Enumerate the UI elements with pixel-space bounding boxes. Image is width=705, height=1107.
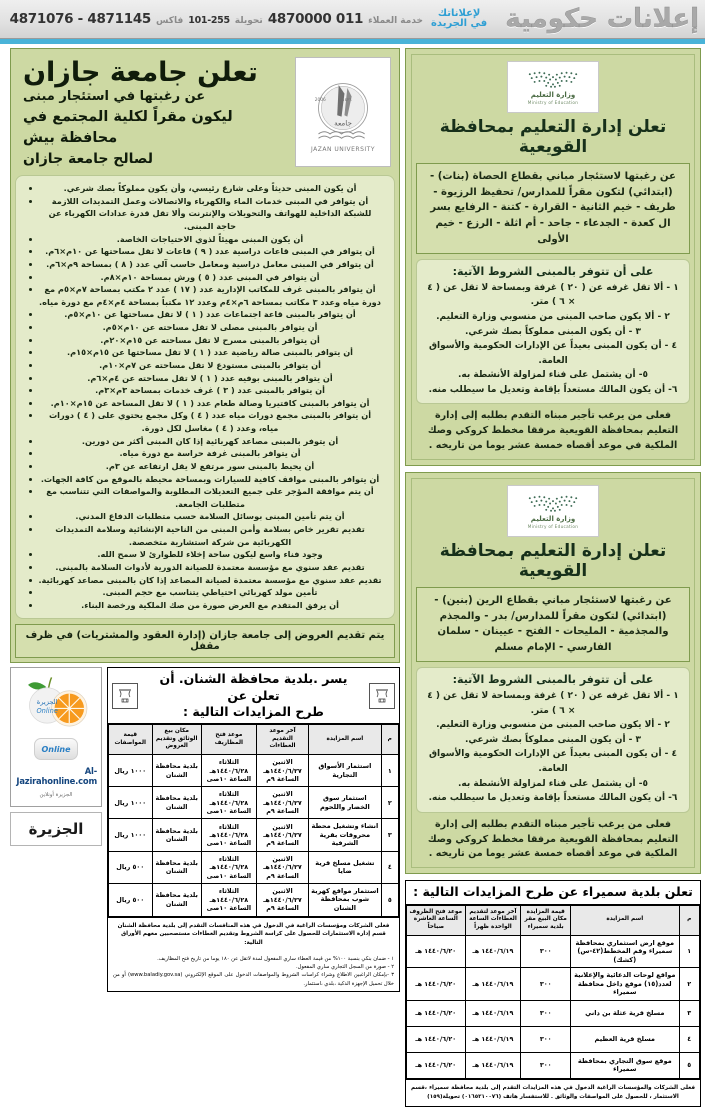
cell-deadline: الاثنين ١٤٤٠/٦/٢٧هـ الساعة ٩م	[256, 851, 308, 883]
masthead-title: إعلانات حكومية	[505, 4, 699, 34]
condition-item: أن يتوافر بالمبنى كافتيريا وصالة طعام عدد ( ١ ) لا تقل المساحة عن ١٥م×١٠م.	[26, 397, 384, 410]
shanan-banner	[108, 668, 399, 724]
cell-deadline: ١٤٤٠/٦/١٩ هـ	[465, 1026, 521, 1052]
cell-location: بلدية محافظة الشنان	[152, 819, 201, 852]
moe-ad-1-headline: تعلن إدارة التعليم بمحافظة القويعية	[439, 117, 667, 158]
cell-value: ٣٠٠	[521, 968, 571, 1001]
cell-fee: ١٠٠٠ ريال	[109, 819, 153, 852]
cell-name: موقع ارض استثماري بمحافظة سميراء وقم المخطط(٤٢-س) (كشك)	[571, 935, 679, 968]
svg-text:الجزيرة: الجزيرة	[36, 698, 58, 707]
condition-item: أن يرفق المتقدم مع العرض صورة من صك الملكية ورخصة البناء.	[26, 599, 384, 612]
jazan-line-2: عن رغبتها في استئجار مبنى	[23, 89, 206, 105]
col-header-deadline: آخر موعد التقديم العطاءات	[256, 725, 308, 755]
condition-item: ١ - ألا تقل غرفه عن ( ٢٠ ) غرفة وبمساحة لا تقل عن ( ٤ × ٦ ) متر.	[427, 282, 679, 308]
cell-deadline: ١٤٤٠/٦/١٩ هـ	[465, 1052, 521, 1078]
cell-index: ٤	[679, 1026, 700, 1052]
cell-value: ٣٠٠	[521, 935, 571, 968]
cell-deadline: الاثنين ١٤٤٠/٦/٢٧هـ الساعة ٩م	[256, 883, 308, 916]
jazan-headline: تعلن جامعة جازان	[23, 57, 258, 88]
cell-opening: الثلاثاء ١٤٤٠/٦/٢٨هـ الساعة ١٠صى	[201, 851, 256, 883]
customer-service-number: 011 4870000	[267, 11, 364, 27]
condition-item: ٢ - ألا يكون صاحب المبنى من منسوبي وزارة التعليم.	[436, 312, 670, 322]
cell-index: ٣	[679, 1000, 700, 1026]
condition-item: ٥- أن يشتمل على فناء لمزاولة الأنشطة به.	[457, 778, 649, 789]
moe-ad-1	[405, 48, 701, 466]
moe-logo-english-2: Ministry of Education	[527, 523, 579, 529]
jazan-conditions-list	[26, 182, 384, 611]
masthead	[0, 0, 705, 38]
cell-name: موقع سوق التجاري بمحافظة سميراء	[571, 1052, 679, 1078]
shanan-auctions-table	[108, 724, 399, 916]
samira-auctions-table	[406, 905, 700, 1079]
moe-ad-1-intro: عن رغبتها لاستئجار مباني بقطاع الحصاة (بنات) - (ابتدائي) لتكون مقراً للمدارس/ تحفيظ الرزيوة - طريف - خيم الثانية - القرارة - كتنة - الرفايع بسر ال كعدة - الجدعاء - جاحد - أم اثلة - الرزع - خيم الأولى	[416, 163, 690, 254]
col-header-opening: موعد فتح المظاريف	[201, 725, 256, 755]
moe-ad-1-conditions-box	[416, 259, 690, 405]
cell-index: ٢	[381, 787, 398, 819]
condition-item: أن يحيط بالمبنى سور مرتفع لا يقل ارتفاعه عن ٣م.	[26, 460, 384, 473]
ext-label: تحويلة	[234, 16, 263, 26]
moe-ad-1-conditions-list	[425, 281, 681, 398]
col-header-index: م	[381, 725, 398, 755]
table-row	[109, 787, 399, 819]
right-column	[405, 48, 701, 1100]
cell-opening: الثلاثاء ١٤٤٠/٦/٢٨هـ الساعة ١٠صى	[201, 787, 256, 819]
condition-item: وجود فناء واسع ليكون ساحة إخلاء للطوارئ لا سمح الله.	[26, 548, 384, 561]
cell-fee: ٥٠٠ ريال	[109, 851, 153, 883]
cell-opening: ١٤٤٠/٦/٢٠ هـ	[407, 1026, 466, 1052]
condition-item: أن يتوافر بالمبنى عدد ( ٣ ) غرف خدمات بمساحة ٣م×٣م.	[26, 384, 384, 397]
fax-label: فاكس	[156, 16, 184, 26]
saudi-emblem-icon-left	[112, 683, 138, 709]
jazan-submit-note: يتم تقديم العروض إلى جامعة جازان (إدارة العقود والمشتريات) في ظرف مقفل	[15, 624, 395, 658]
col-header-location: مكان بيع الوثائق وتقديم العروض	[152, 725, 201, 755]
masthead-subtitle-line1: لإعلاناتك	[437, 7, 481, 19]
condition-item: أن يتوافر بالمبنى مجمع دورات مياه عدد ( ٤ ) وكل مجمع يحتوي على ( ٤ ) دورات مياه، وعدد ( ٤ ) مغاسل لكل دورة.	[26, 409, 384, 434]
moe-ad-1-footer: فعلى من يرغب تأجير مبناه التقدم بطلبه إلى إدارة التعليم بمحافظة القويعية مرفقا مخطط كروكي وصك الملكية في موعد أقصاه خمسة عشر يوما من تاريخه .	[427, 410, 679, 452]
moe-ad-1-conditions-title: على أن تتوفر بالمبنى الشروط الآتية:	[452, 264, 654, 278]
condition-item: ٦- أن يكون المالك مستعداً بإقامة وتعديل ما سيطلب منه.	[428, 384, 678, 395]
shanan-banner-line1: يسر .بلدية محافظة الشنان. أن تعلن عن	[159, 671, 348, 703]
aljazirah-online-caption: الجزيرة أونلاين	[39, 792, 73, 799]
online-badge-label: Online	[41, 744, 71, 754]
condition-item: ٣ - أن يكون المبنى مملوكاً بصك شرعي.	[464, 734, 642, 745]
jazan-university-logo	[295, 57, 391, 167]
cell-opening: الثلاثاء ١٤٤٠/٦/٢٨هـ الساعة ١٠صى	[201, 819, 256, 852]
ministry-of-education-logo-1	[507, 61, 599, 113]
condition-item: ٢ - ألا يكون صاحب المبنى من منسوبي وزارة التعليم.	[436, 720, 670, 731]
cell-name: انشاء وتشغيل محطة محروقات بقرية الشرفية	[309, 819, 382, 852]
moe-ad-2-intro: عن رغبتها لاستئجار مباني بقطاع الرين (بنين) - (ابتدائي) لتكون مقراً للمدارس/ بدر - والمجذم والمجذمية - المليحات - الفتح - عيينان - سلمان الفارسي - الإمام مسلم	[416, 587, 690, 662]
svg-text:جامعة: جامعة	[334, 117, 352, 127]
cell-opening: ١٤٤٠/٦/٢٠ هـ	[407, 968, 466, 1001]
moe-logo-arabic-1: وزارة التعليم	[530, 90, 576, 99]
aljazirah-online-promo[interactable]	[10, 667, 102, 807]
table-row	[407, 935, 700, 968]
moe-ad-2-conditions-list	[425, 689, 681, 806]
cell-opening: الثلاثاء ١٤٤٠/٦/٢٨هـ الساعة ١٠صى	[201, 883, 256, 916]
condition-item: أن يتوافر بالمبنى غرفة حراسة مع دورة مياه.	[26, 447, 384, 460]
condition-item: أن يتوافر في المبنى عدد ( ٥ ) ورش بمساحة ١٠م×٨م.	[26, 271, 384, 284]
moe-logo-english-1: Ministry of Education	[527, 99, 579, 105]
condition-item: أن يكون المبنى حديثاً وعلى شارع رئيسي، وأن يكون مملوكاً بصك شرعي.	[26, 182, 384, 195]
moe-ad-2-conditions-box	[416, 667, 690, 813]
col-header-name: اسم المزايدة	[571, 905, 679, 935]
condition-item: أن يتوافر بالمبنى مواقف كافية للسيارات وبمساحة محيطة بالموقع من كافة الجهات.	[26, 473, 384, 486]
cell-location: بلدية محافظة الشنان	[152, 883, 201, 916]
shanan-sub-notes	[108, 952, 399, 990]
cell-name: استثمار سوق الخضار واللحوم	[309, 787, 382, 819]
condition-item: ٣ - أن يكون المبنى مملوكاً بصك شرعي.	[464, 326, 642, 337]
jazan-university-ad	[10, 48, 400, 663]
shanan-auctions-card	[107, 667, 400, 991]
condition-item: أن يتوافر بالمبنى مستودع لا تقل مساحته عن ٧م×١٠م.	[26, 359, 384, 372]
cell-opening: ١٤٤٠/٦/٢٠ هـ	[407, 1000, 466, 1026]
cell-index: ٥	[381, 883, 398, 916]
table-row	[407, 1052, 700, 1078]
promo-column	[10, 667, 102, 846]
condition-item: أن يكون المبنى مهيئاً لذوي الاحتياجات الخاصة.	[26, 233, 384, 246]
moe-dots-icon	[524, 70, 582, 90]
col-header-fee: قيمة المواصفات	[109, 725, 153, 755]
moe-ad-2	[405, 472, 701, 874]
online-app-badge-icon[interactable]	[34, 738, 78, 760]
cell-location: بلدية محافظة الشنان	[152, 851, 201, 883]
col-header-value: قيمة المزايدة مكان البيع مقر بلدية سميراء	[521, 905, 571, 935]
table-row	[407, 968, 700, 1001]
table-row	[407, 1026, 700, 1052]
shanan-banner-line2: طرح المزايدات التالية :	[183, 703, 324, 719]
samira-auctions-card	[405, 880, 701, 1107]
masthead-subtitle	[423, 9, 495, 30]
cell-name: تشغيل مسلخ قرية ضايا	[309, 851, 382, 883]
condition-item: أن يتوافر في المبنى خدمات الماء والكهرباء والاتصالات وعمل التمديدات اللازمة للشبكة الداخلية للهواتف والتحويلات والإنترنت وألا تقل قدرة عدادات الكهرباء عن حاجة المبنى.	[26, 195, 384, 233]
cell-opening: ١٤٤٠/٦/٢٠ هـ	[407, 1052, 466, 1078]
shanan-table-note: فعلى الشركات ومؤسسات الراغبة في الدخول في هذه المنافسات التقدم إلى بلدية محافظة الشنان قسم إدارة الاستثمارات للحصول على كراسة الشروط وتقديم العطاءات مستصحبين معهم الأوراق التالية:	[108, 917, 399, 953]
sub-note-item: ٢ - صورة من السجل التجاري ساري المفعول.	[296, 964, 394, 971]
page-body	[0, 44, 705, 1100]
svg-text:2006: 2006	[314, 97, 326, 103]
col-header-opening: موعد فتح الظروف الساعة العاشرة صباحاً	[407, 905, 466, 935]
condition-item: أن يتوافر بالمبنى مصلى لا تقل مساحته عن ١٠م×٥م.	[26, 321, 384, 334]
jazan-ad-header	[15, 53, 395, 175]
svg-text:Online: Online	[36, 707, 58, 716]
condition-item: أن يتوافر بالمبنى قاعة اجتماعات عدد ( ١ ) لا تقل مساحتها عن ١٠م×٥م.	[26, 308, 384, 321]
condition-item: أن يتوافر في المبنى قاعات دراسية عدد ( ٩ ) قاعات لا تقل مساحتها عن ١٠م×٦م.	[26, 245, 384, 258]
svg-text:١٤٢٦: ١٤٢٦	[342, 97, 352, 103]
table-row	[407, 1000, 700, 1026]
aljazirah-online-url[interactable]: Al-Jazirahonline.com	[16, 766, 97, 787]
table-row	[109, 819, 399, 852]
samira-banner	[406, 881, 700, 904]
condition-item: ٤ - أن يكون المبنى بعيداً عن الإدارات الحكومية والأسواق العامة.	[428, 749, 678, 774]
cell-value: ٣٠٠	[521, 1052, 571, 1078]
cell-fee: ١٠٠٠ ريال	[109, 787, 153, 819]
condition-item: تقديم عقد سنوي مع مؤسسة معتمدة لصيانة المصاعد إذا كان بالمبنى مصاعد كهربائية.	[26, 574, 384, 587]
masthead-contact	[10, 11, 423, 27]
cell-deadline: ١٤٤٠/٦/١٩ هـ	[465, 968, 521, 1001]
jazan-logo-english: JAZAN UNIVERSITY	[311, 145, 376, 153]
cell-index: ٣	[381, 819, 398, 852]
cell-deadline: الاثنين ١٤٤٠/٦/٢٧هـ الساعة ٩م	[256, 787, 308, 819]
col-header-deadline: آخر موعد لتقديم العطاءات الساعة الواحدة ظهراً	[465, 905, 521, 935]
table-row	[109, 755, 399, 787]
jazan-conditions-box	[15, 175, 395, 619]
ministry-of-education-logo-2	[507, 485, 599, 537]
table-row	[109, 883, 399, 916]
col-header-index: م	[679, 905, 700, 935]
condition-item: أن يتم موافقة المؤجر على جميع التعديلات المطلوبة والمواصفات التي تتناسب مع متطلبات الجامعة.	[26, 485, 384, 510]
moe-dots-icon	[524, 494, 582, 514]
cell-location: بلدية محافظة الشنان	[152, 755, 201, 787]
bottom-row	[10, 667, 400, 991]
moe-ad-1-inner	[411, 54, 695, 460]
cell-deadline: ١٤٤٠/٦/١٩ هـ	[465, 935, 521, 968]
samira-banner-text: تعلن بلدية سميراء عن طرح المزايدات التالية :	[413, 884, 693, 900]
condition-item: ١ - ألا تقل غرفه عن ( ٢٠ ) غرفة وبمساحة لا تقل عن ( ٤ × ٦ ) متر.	[427, 691, 679, 716]
sub-note-item: ٣ -بإمكان الراغبين الاطلاع وشراء كراسات الشروط والمواصفات الدخول على الموقع الإلكتروني (www.baladiy.gov.sa) أو من خلال تحميل الإجهزة الذكية ،بلدي ،استثمار.	[113, 972, 395, 987]
table-header-row	[109, 725, 399, 755]
cell-index: ٥	[679, 1052, 700, 1078]
cell-index: ١	[381, 755, 398, 787]
cell-deadline: ١٤٤٠/٦/١٩ هـ	[465, 1000, 521, 1026]
condition-item: أن يتوافر بالمبنى بوفيه عدد ( ١ ) لا تقل مساحته عن ٤م×٦م.	[26, 372, 384, 385]
cell-location: بلدية محافظة الشنان	[152, 787, 201, 819]
cell-name: استثمار مواقع كهربة شوب بمحافظة الشنان	[309, 883, 382, 916]
cell-value: ٣٠٠	[521, 1000, 571, 1026]
cell-deadline: الاثنين ١٤٤٠/٦/٢٧هـ الساعة ٩م	[256, 755, 308, 787]
condition-item: أن يتوفر بالمبنى مصاعد كهربائية إذا كان المبنى أكثر من دورين.	[26, 435, 384, 448]
orange-fruit-icon	[19, 676, 93, 732]
condition-item: ٤ - أن يكون المبنى بعيداً عن الإدارات الحكومية والأسواق العامة.	[428, 341, 678, 366]
aljazirah-logo-box	[10, 812, 102, 846]
condition-item: تأمين مولد كهربائي احتياطي يتناسب مع حجم المبنى.	[26, 586, 384, 599]
ext-number: 101-255	[188, 15, 230, 26]
cell-index: ٢	[679, 968, 700, 1001]
cell-name: استثمار الأسواق التجارية	[309, 755, 382, 787]
jazan-ad-titles	[19, 57, 289, 169]
condition-item: أن يتم تأمين المبنى بوسائل السلامة حسب متطلبات الدفاع المدني.	[26, 510, 384, 523]
aljazirah-logo-text: الجزيرة	[28, 820, 84, 839]
condition-item: أن يتوافر بالمبنى صالة رياضية عدد ( ١ ) لا تقل مساحتها عن ١٥م×١٥م.	[26, 346, 384, 359]
moe-ad-2-footer: فعلى من يرغب تأجير مبناه التقدم بطلبه إلى إدارة التعليم بمحافظة القويعية مرفقا مخطط كروكي وصك الملكية في موعد أقصاه خمسة عشر يوما من تاريخه .	[427, 818, 679, 860]
fax-numbers: 4871145 - 4871076	[9, 11, 152, 27]
cell-deadline: الاثنين ١٤٤٠/٦/٢٧هـ الساعة ٩م	[256, 819, 308, 852]
cell-fee: ٥٠٠ ريال	[109, 883, 153, 916]
cell-index: ١	[679, 935, 700, 968]
moe-ad-2-conditions-title: على أن تتوفر بالمبنى الشروط الآتية:	[452, 673, 654, 687]
cell-name: مسلخ قرية العظيم	[571, 1026, 679, 1052]
sub-note-item: ١ - ضمان بنكي بنسبة ١٠٠% من قيمة العطاء ساري المفعول لمدة لاتقل عن ١٨٠ يوما من تاريخ فتح المظاريف.	[157, 956, 394, 963]
jazan-line-4: لصالح جامعة جازان	[23, 150, 153, 167]
condition-item: أن يتوافر بالمبنى غرف للمكاتب الإدارية عدد ( ١٧ ) عدد ٢ مكتب بمساحة ٧م×٥م مع دورة مياه وعدد ٣ مكاتب بمساحة ٦م×٤م وعدد ١٢ مكتباً بمساحة ٤م×٤م مع دورة مياه.	[26, 283, 384, 308]
table-header-row	[407, 905, 700, 935]
masthead-subtitle-line2: في الجريدة	[431, 18, 488, 29]
saudi-emblem-icon-right	[369, 683, 395, 709]
left-column	[10, 48, 400, 987]
cell-opening: الثلاثاء ١٤٤٠/٦/٢٨هـ الساعة ١٠صى	[201, 755, 256, 787]
col-header-name: اسم المزايدة	[309, 725, 382, 755]
cell-fee: ١٠٠٠ ريال	[109, 755, 153, 787]
moe-ad-2-inner	[411, 478, 695, 868]
cell-name: مواقع لوحات الدعائية والإعلانية لعدد(١٥) موقع داخل محافظة سميراء	[571, 968, 679, 1001]
cell-value: ٣٠٠	[521, 1026, 571, 1052]
cell-index: ٤	[381, 851, 398, 883]
condition-item: أن يتوافر في المبنى معامل دراسية ومعامل حاسب آلي عدد ( ٨ ) بمساحة ٩م×٦م.	[26, 258, 384, 271]
cell-opening: ١٤٤٠/٦/٢٠ هـ	[407, 935, 466, 968]
condition-item: تقديم عقد سنوي مع مؤسسة معتمدة للصيانة الدورية لأدوات السلامة بالمبنى.	[26, 561, 384, 574]
moe-logo-arabic-2: وزارة التعليم	[530, 514, 576, 523]
condition-item: تقديم تقرير خاص بسلامة وأمن المبنى من الناحية الإنشائية وسلامة التمديدات الكهربائية من شركة استشارية متخصصة.	[26, 523, 384, 548]
cell-name: مسلخ قرية عثلة بن داني	[571, 1000, 679, 1026]
jazan-line-3: ليكون مقراً لكلية المجتمع في محافظة بيش	[23, 108, 233, 146]
jazan-emblem-icon	[307, 72, 379, 144]
saudi-emblem-svg	[372, 686, 392, 706]
condition-item: ٦- أن يكون المالك مستعداً بإقامة وتعديل ما سيطلب منه.	[428, 793, 678, 804]
saudi-emblem-svg	[115, 686, 135, 706]
condition-item: ٥- أن يشتمل على فناء لمزاولة الأنشطة به.	[457, 370, 649, 381]
moe-ad-2-headline: تعلن إدارة التعليم بمحافظة القويعية	[439, 541, 667, 582]
shanan-banner-text	[144, 671, 363, 720]
samira-table-note: فعلى الشركات والمؤسسات الراغبة الدخول في هذه المزايدات التقدم إلى بلدية محافظة سميراء ،قسم الاستثمار ، للحصول على المواصفات والوثائق . للاستفسار هاتف (٠١٦٥٢١٠٠٧٦) تحويلة(١٥٩)	[406, 1079, 700, 1106]
table-row	[109, 851, 399, 883]
condition-item: أن يتوافر بالمبنى مسرح لا تقل مساحته عن ١٥م×٢٠م.	[26, 334, 384, 347]
customer-service-label: خدمة العملاء	[368, 16, 424, 26]
